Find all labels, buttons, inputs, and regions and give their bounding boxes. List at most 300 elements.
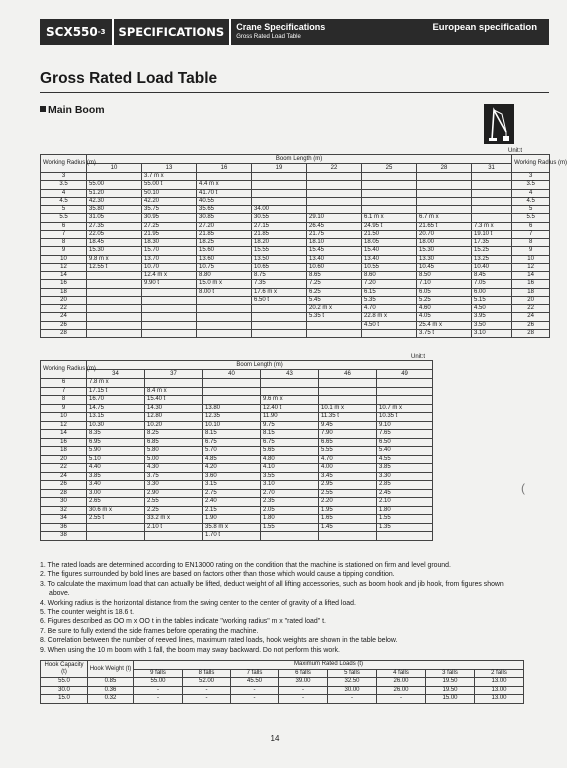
load-cell [87,532,145,541]
load-cell [261,379,319,388]
boom-length-cell: 19 [252,164,307,173]
boom-length-cell: 28 [417,164,472,173]
load-cell: 6.85 [145,438,203,447]
load-cell: 2.65 [87,498,145,507]
load-cell [142,305,197,313]
boom-length-cell: 16 [197,164,252,173]
table-row [41,430,433,439]
load-cell: 10.40 [472,263,512,271]
hook-capacity-cell: 30.0 [41,686,88,695]
load-cell: 55.00 [87,181,142,189]
load-cell [362,173,417,181]
hook-capacity-cell: 55.0 [41,678,88,687]
load-cell [87,329,142,337]
load-cell [319,532,377,541]
load-cell [203,379,261,388]
boom-length-cell: 10 [87,164,142,173]
boom-length-header: Boom Length (m) [87,155,512,164]
hook-load-table [40,660,524,704]
load-cell: 14.30 [145,404,203,413]
load-cell [472,181,512,189]
load-cell [417,173,472,181]
load-cell [87,288,142,296]
load-cell: 5.10 [87,455,145,464]
load-cell: 10.65 [252,263,307,271]
load-cell: 2.85 [377,481,433,490]
radius-cell: 10 [41,255,87,263]
load-cell [362,197,417,205]
load-cell: 21.75 [307,230,362,238]
load-cell: 9.8 m x [87,255,142,263]
load-cell: 6.50 [377,438,433,447]
load-cell: 3.10 [261,481,319,490]
load-cell: 5.35 [362,296,417,304]
table-row [41,498,433,507]
load-cell: 12.35 [203,413,261,422]
load-cell [87,305,142,313]
table-row [41,695,524,704]
load-cell: 15.30 [87,247,142,255]
load-cell [252,173,307,181]
load-cell: 55.00 t [142,181,197,189]
load-cell [307,206,362,214]
load-cell: 6.75 [203,438,261,447]
falls-header: 9 falls [134,669,183,678]
table-row [41,247,550,255]
radius-header-right: Working Radius (m) [512,155,550,173]
load-cell: 2.55 t [87,515,145,524]
load-cell: 8.50 [417,272,472,280]
main-boom-load-table-1 [40,154,567,338]
load-cell: - [183,686,231,695]
radius-cell: 4 [41,189,87,197]
radius-cell: 38 [41,532,87,541]
load-cell: 4.00 [319,464,377,473]
load-cell: 1.35 [377,523,433,532]
table-row [41,222,550,230]
table-row [41,305,550,313]
load-cell: 35.65 [197,206,252,214]
load-cell: 17.35 [472,239,512,247]
table-row [41,321,550,329]
table-row [41,421,433,430]
radius-cell-right: 18 [512,288,550,296]
load-cell: 21.65 t [417,222,472,230]
radius-cell: 8 [41,396,87,405]
load-cell: 7.10 [417,280,472,288]
load-cell: 15.0 m x [197,280,252,288]
load-cell: 4.4 m x [197,181,252,189]
load-cell: 18.10 [307,239,362,247]
load-cell: 10.35 t [377,413,433,422]
load-cell: 3.30 [377,472,433,481]
load-cell: 7.3 m x [472,222,512,230]
load-cell: 13.25 [472,255,512,263]
radius-cell: 18 [41,447,87,456]
boom-length-cell: 46 [319,370,377,379]
load-cell: 1.70 t [203,532,261,541]
load-cell [87,280,142,288]
load-cell: 20.2 m x [307,305,362,313]
radius-cell: 30 [41,498,87,507]
load-cell: 30.6 m x [87,506,145,515]
load-cell: 3.85 [87,472,145,481]
load-cell: 42.30 [87,197,142,205]
load-cell [377,379,433,388]
table-row [41,413,433,422]
table-row [41,288,550,296]
table-row [41,455,433,464]
table-row [41,515,433,524]
falls-header: 8 falls [183,669,231,678]
load-cell: 13.15 [87,413,145,422]
load-cell: 4.05 [417,313,472,321]
note-item: 3. To calculate the maximum load that can actually be lifted, deduct weight of all lifting accessories, such as boom hook and jib hook, from figures shown above. [40,580,504,598]
load-cell: 3.75 t [417,329,472,337]
load-cell [197,329,252,337]
hook-capacity-header: Hook Capacity (t) [41,661,88,678]
table-row [41,447,433,456]
load-cell: 27.20 [197,222,252,230]
load-cell: 4.50 t [362,321,417,329]
load-cell: 27.35 [87,222,142,230]
load-cell: 6.7 m x [417,214,472,222]
load-cell: 4.40 [87,464,145,473]
load-cell: 5.45 [307,296,362,304]
load-cell: - [231,695,279,704]
load-cell: 3.95 [472,313,512,321]
load-cell: - [231,686,279,695]
load-cell: 1.80 [377,506,433,515]
load-cell [362,206,417,214]
hook-weight-cell: 0.36 [88,686,134,695]
load-cell: 10.70 [142,263,197,271]
max-loads-header: Maximum Rated Loads (t) [134,661,524,670]
radius-cell: 8 [41,239,87,247]
load-cell: 3.30 [145,481,203,490]
table-row [41,404,433,413]
load-cell [142,313,197,321]
falls-header: 4 falls [377,669,426,678]
load-cell: 31.05 [87,214,142,222]
boom-length-cell: 49 [377,370,433,379]
load-cell: 1.45 [319,523,377,532]
load-cell [307,181,362,189]
hook-weight-header: Hook Weight (t) [88,661,134,678]
table-row [41,396,433,405]
table-row [41,686,524,695]
load-cell [203,396,261,405]
load-cell: 3.45 [319,472,377,481]
radius-cell-right: 10 [512,255,550,263]
radius-cell: 7 [41,387,87,396]
load-cell: 30.00 [328,686,377,695]
load-cell: 4.70 [362,305,417,313]
load-cell: 4.60 [417,305,472,313]
load-cell [87,173,142,181]
load-cell [417,189,472,197]
load-cell: 2.45 [377,489,433,498]
table-row [41,230,550,238]
load-cell: 2.90 [145,489,203,498]
load-cell [472,189,512,197]
load-cell: 21.95 [142,230,197,238]
load-cell: 18.05 [362,239,417,247]
page-number: 14 [270,734,280,743]
radius-cell: 24 [41,313,87,321]
load-cell: 2.75 [203,489,261,498]
load-cell: 29.10 [307,214,362,222]
radius-cell-right: 3.5 [512,181,550,189]
load-cell [472,214,512,222]
boom-length-cell: 31 [472,164,512,173]
load-cell [197,321,252,329]
load-cell: 12.55 t [87,263,142,271]
table-row [41,506,433,515]
radius-cell: 28 [41,329,87,337]
title-divider [40,92,549,93]
load-cell: 52.00 [183,678,231,687]
load-cell: 12.80 [145,413,203,422]
page-header [40,19,549,45]
load-cell: 3.55 [261,472,319,481]
load-cell: - [134,695,183,704]
load-cell [307,189,362,197]
radius-cell: 26 [41,481,87,490]
load-cell: 13.40 [362,255,417,263]
load-cell [87,296,142,304]
load-cell [252,305,307,313]
table-row [41,481,433,490]
load-cell: 8.25 [145,430,203,439]
load-cell: 19.50 [426,678,475,687]
load-cell: 2.25 [145,506,203,515]
load-cell: 16.70 [87,396,145,405]
load-cell: 7.25 [307,280,362,288]
note-item: 4. Working radius is the horizontal distance from the swing center to the center of gravity of a lifted load. [40,599,356,607]
load-cell: 13.00 [475,678,524,687]
load-cell: 4.70 [319,455,377,464]
radius-cell: 20 [41,296,87,304]
load-cell [377,387,433,396]
radius-cell-right: 24 [512,313,550,321]
bullet-square-icon [40,106,46,112]
load-cell: 8.45 [472,272,512,280]
load-cell: 3.7 m x [142,173,197,181]
load-cell [319,379,377,388]
load-cell: 10.1 m x [319,404,377,413]
load-cell: 9.45 [319,421,377,430]
load-cell: 21.50 [362,230,417,238]
table-row [41,489,433,498]
load-cell: 7.35 [252,280,307,288]
load-cell [252,197,307,205]
load-cell: 15.25 [472,247,512,255]
load-cell: 10.10 [203,421,261,430]
radius-cell-right: 6 [512,222,550,230]
radius-cell-right: 20 [512,296,550,304]
load-cell [142,288,197,296]
radius-cell: 3.5 [41,181,87,189]
hook-weight-cell: 0.85 [88,678,134,687]
load-cell [307,321,362,329]
load-cell [252,189,307,197]
boom-length-cell: 37 [145,370,203,379]
load-cell: 7.05 [472,280,512,288]
load-cell: 1.65 [319,515,377,524]
table-row [41,239,550,247]
load-cell: 10.45 [417,263,472,271]
load-cell: 35.75 [142,206,197,214]
note-item: 8. Correlation between the number of reeved lines, maximum rated loads, hook weights are shown in the table below. [40,637,398,645]
radius-cell: 4.5 [41,197,87,205]
load-cell: 26.00 [377,686,426,695]
load-cell: 10.60 [307,263,362,271]
load-cell: 9.10 [377,421,433,430]
load-cell: 35.80 [87,206,142,214]
load-cell: 10.75 [197,263,252,271]
load-cell: 10.55 [362,263,417,271]
load-cell: 13.60 [197,255,252,263]
load-cell [417,181,472,189]
hook-capacity-cell: 15.0 [41,695,88,704]
load-cell: 32.50 [328,678,377,687]
falls-header: 3 falls [426,669,475,678]
load-cell: 50.10 [142,189,197,197]
load-cell [307,329,362,337]
load-cell: 15.55 [252,247,307,255]
load-cell: 3.60 [203,472,261,481]
load-cell: 2.10 t [145,523,203,532]
radius-cell: 14 [41,430,87,439]
load-cell: 15.60 [197,247,252,255]
load-cell: 18.45 [87,239,142,247]
falls-header: 7 falls [231,669,279,678]
table-row [41,206,550,214]
radius-cell-right: 16 [512,280,550,288]
load-cell [319,396,377,405]
load-cell: 1.80 [261,515,319,524]
load-cell: 8.80 [197,272,252,280]
notes-list [40,561,520,655]
load-cell: 20.70 [417,230,472,238]
load-cell: 6.05 [417,288,472,296]
load-cell: 15.00 [426,695,475,704]
load-cell [142,329,197,337]
load-cell: 6.1 m x [362,214,417,222]
load-cell: - [279,695,328,704]
load-cell: 6.75 [261,438,319,447]
radius-cell-right: 22 [512,305,550,313]
load-cell: 12.4 m x [142,272,197,280]
load-cell [261,387,319,396]
load-cell [362,329,417,337]
radius-cell-right: 9 [512,247,550,255]
boom-length-cell: 25 [362,164,417,173]
load-cell: 18.00 [417,239,472,247]
load-cell: 3.85 [377,464,433,473]
load-cell: 8.60 [362,272,417,280]
load-cell: 4.30 [145,464,203,473]
load-cell: 13.00 [475,686,524,695]
load-cell [252,313,307,321]
load-cell [377,532,433,541]
load-cell [145,379,203,388]
load-cell: 21.85 [252,230,307,238]
load-cell: 4.10 [261,464,319,473]
radius-cell: 12 [41,263,87,271]
main-boom-heading: Main Boom [40,104,105,116]
load-cell: 8.15 [203,430,261,439]
header-subtitle: Crane Specifications Gross Rated Load Table [236,22,326,40]
load-cell: 10.20 [145,421,203,430]
load-cell [197,305,252,313]
load-cell [362,189,417,197]
radius-cell-right: 4 [512,189,550,197]
load-cell [145,532,203,541]
radius-cell: 7 [41,230,87,238]
radius-cell: 36 [41,523,87,532]
load-cell: 1.55 [261,523,319,532]
load-cell: 3.40 [87,481,145,490]
radius-cell: 16 [41,280,87,288]
load-cell: 6.50 t [252,296,307,304]
load-cell: 19.10 t [472,230,512,238]
falls-header: 2 falls [475,669,524,678]
load-cell: 2.20 [319,498,377,507]
load-cell: 5.55 [319,447,377,456]
load-cell [252,321,307,329]
load-cell: 24.95 t [362,222,417,230]
load-cell [87,313,142,321]
load-cell: 35.8 m x [203,523,261,532]
load-cell: 18.20 [252,239,307,247]
load-cell: 39.00 [279,678,328,687]
load-cell: 5.35 t [307,313,362,321]
unit-label-1: Unit:t [508,148,523,154]
load-cell: 17.15 t [87,387,145,396]
radius-cell: 5.5 [41,214,87,222]
load-cell: 4.80 [261,455,319,464]
table-row [41,329,550,337]
table-row [41,313,550,321]
load-cell [142,296,197,304]
load-cell [362,181,417,189]
load-cell: 51.20 [87,189,142,197]
load-cell [472,206,512,214]
radius-cell: 20 [41,455,87,464]
table-row [41,472,433,481]
table-row [41,181,550,189]
load-cell [87,272,142,280]
load-cell [142,321,197,329]
load-cell: 5.80 [145,447,203,456]
main-boom-load-table-2 [40,360,433,541]
load-cell: 2.35 [261,498,319,507]
table-row [41,387,433,396]
load-cell: - [377,695,426,704]
boom-length-cell: 34 [87,370,145,379]
load-cell: 2.15 [203,506,261,515]
load-cell: 15.45 [307,247,362,255]
load-cell: 3.00 [87,489,145,498]
table-row [41,296,550,304]
load-cell [197,313,252,321]
load-cell [87,523,145,532]
radius-cell: 24 [41,472,87,481]
load-cell: 26.00 [377,678,426,687]
load-cell [261,532,319,541]
